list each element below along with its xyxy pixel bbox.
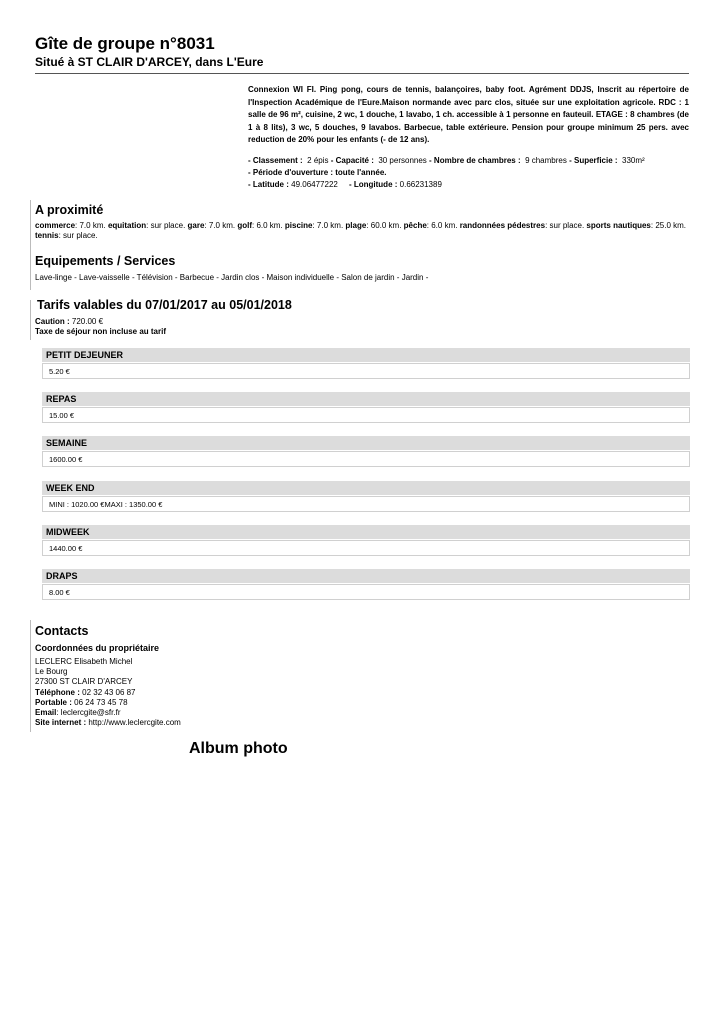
- facts-line-1: [248, 155, 689, 167]
- facts-block: [248, 155, 689, 192]
- caution-line: [35, 317, 166, 327]
- margin-guide: [30, 300, 31, 340]
- owner-name: LECLERC Elisabeth Michel: [35, 657, 133, 666]
- price-value: 15.00 €: [42, 407, 690, 423]
- price-name: DRAPS: [42, 569, 690, 583]
- owner-address-1: Le Bourg: [35, 667, 68, 677]
- page-subtitle: Situé à ST CLAIR D'ARCEY, dans L'Eure: [35, 55, 264, 69]
- price-block: [42, 436, 690, 467]
- proximite-value: : 7.0 km.: [312, 221, 346, 230]
- proximite-value: : sur place.: [146, 221, 188, 230]
- margin-guide: [30, 620, 31, 732]
- longitude-value: 0.66231389: [399, 180, 442, 190]
- header-divider: [35, 73, 689, 74]
- capacite-label: - Capacité :: [330, 156, 374, 165]
- facts-line-2: [248, 167, 689, 179]
- proximite-list: [35, 221, 687, 242]
- proximite-label: sports nautiques: [586, 221, 651, 230]
- price-value: MINI : 1020.00 €MAXI : 1350.00 €: [42, 496, 690, 512]
- owner-details: [35, 657, 181, 728]
- proximite-label: tennis: [35, 231, 59, 241]
- website-label: Site internet :: [35, 718, 87, 728]
- proximite-label: pêche: [403, 221, 427, 230]
- email-value: : leclercgite@sfr.fr: [56, 708, 121, 718]
- email-label: Email: [35, 708, 57, 718]
- classement-value: 2 épis: [307, 156, 329, 165]
- taxe-line: [35, 327, 166, 337]
- caution-label: Caution :: [35, 317, 70, 326]
- price-value: 1600.00 €: [42, 451, 690, 467]
- superficie-value: 330m²: [622, 156, 645, 165]
- latitude-label: - Latitude :: [248, 180, 289, 190]
- price-block: [42, 481, 690, 512]
- description-text: Connexion WI FI. Ping pong, cours de tennis, balançoires, baby foot. Agrément DDJS, Inscrit au répertoire de l'Inspection Académique de l'Eure.Maison normande avec parc clos, située sur une exploitation agricole. RDC : 1 salle de 96 m², cuisine, 2 wc, 1 douche, 1 lavabo, 1 ch. accessible à 1 personne en fauteuil. ETAGE : 8 chambres (de 1 à 8 lits), 3 wc, 5 douches, 9 lavabos. Barbecue, table extérieure. Pension pour groupe minimum 25 pers. avec reduction de 20% pour les enfants (- de 12 ans).: [248, 85, 689, 145]
- proximite-label: gare: [187, 221, 205, 230]
- portable-value: 06 24 73 45 78: [74, 697, 128, 707]
- price-value: 8.00 €: [42, 584, 690, 600]
- proximite-value: : sur place.: [58, 231, 98, 241]
- margin-guide: [30, 200, 31, 290]
- email-line: [35, 708, 181, 718]
- proximite-value: : 7.0 km.: [204, 221, 238, 230]
- latitude-value: 49.06477222: [291, 180, 338, 190]
- telephone-line: [35, 688, 181, 698]
- proximite-value: : sur place.: [545, 221, 587, 230]
- website-link[interactable]: http://www.leclercgite.com: [88, 718, 181, 728]
- price-name: SEMAINE: [42, 436, 690, 450]
- capacite-value: 30 personnes: [378, 156, 427, 165]
- equipements-list: Lave-linge - Lave-vaisselle - Télévision - Barbecue - Jardin clos - Maison individuelle - Salon de jardin - Jardin -: [35, 273, 429, 282]
- equipements-heading: Equipements / Services: [35, 254, 176, 268]
- album-heading: Album photo: [189, 740, 288, 757]
- telephone-value: 02 32 43 06 87: [82, 687, 136, 697]
- contacts-heading: Contacts: [35, 624, 89, 638]
- proximite-value: : 6.0 km.: [426, 221, 460, 230]
- proximite-value: : 60.0 km.: [366, 221, 404, 230]
- facts-line-3: [248, 179, 689, 191]
- caution-value: 720.00 €: [71, 317, 104, 326]
- tarifs-title: Tarifs valables du 07/01/2017 au 05/01/2018: [37, 298, 292, 312]
- website-line: [35, 718, 181, 728]
- proximite-label: plage: [345, 221, 367, 230]
- proximite-label: equitation: [107, 221, 147, 230]
- price-name: REPAS: [42, 392, 690, 406]
- superficie-label: - Superficie :: [569, 156, 618, 165]
- proximite-label: golf: [237, 221, 252, 230]
- price-block: [42, 569, 690, 600]
- proximite-label: piscine: [284, 221, 313, 230]
- tarifs-meta: [35, 317, 166, 337]
- chambres-value: 9 chambres: [525, 156, 567, 165]
- price-block: [42, 525, 690, 556]
- owner-heading: Coordonnées du propriétaire: [35, 643, 160, 653]
- proximite-value: : 25.0 km.: [650, 221, 686, 230]
- chambres-label: - Nombre de chambres :: [429, 156, 521, 165]
- proximite-value: : 6.0 km.: [252, 221, 285, 230]
- page-title: Gîte de groupe n°8031: [35, 34, 215, 53]
- price-value: 5.20 €: [42, 363, 690, 379]
- price-value: 1440.00 €: [42, 540, 690, 556]
- proximite-value: : 7.0 km.: [75, 221, 108, 230]
- price-name: MIDWEEK: [42, 525, 690, 539]
- proximite-label: commerce: [35, 221, 76, 230]
- portable-line: [35, 698, 181, 708]
- telephone-label: Téléphone :: [35, 687, 80, 697]
- price-name: WEEK END: [42, 481, 690, 495]
- classement-label: - Classement :: [248, 156, 303, 165]
- price-block: [42, 348, 690, 379]
- owner-address-2: 27300 ST CLAIR D'ARCEY: [35, 677, 133, 687]
- price-block: [42, 392, 690, 423]
- portable-label: Portable :: [35, 697, 72, 707]
- proximite-heading: A proximité: [35, 203, 104, 217]
- price-name: PETIT DEJEUNER: [42, 348, 690, 362]
- periode-label: - Période d'ouverture : toute l'année.: [248, 168, 387, 178]
- proximite-label: randonnées pédestres: [459, 221, 546, 230]
- longitude-label: - Longitude :: [348, 180, 398, 190]
- taxe-text: Taxe de séjour non incluse au tarif: [35, 327, 166, 336]
